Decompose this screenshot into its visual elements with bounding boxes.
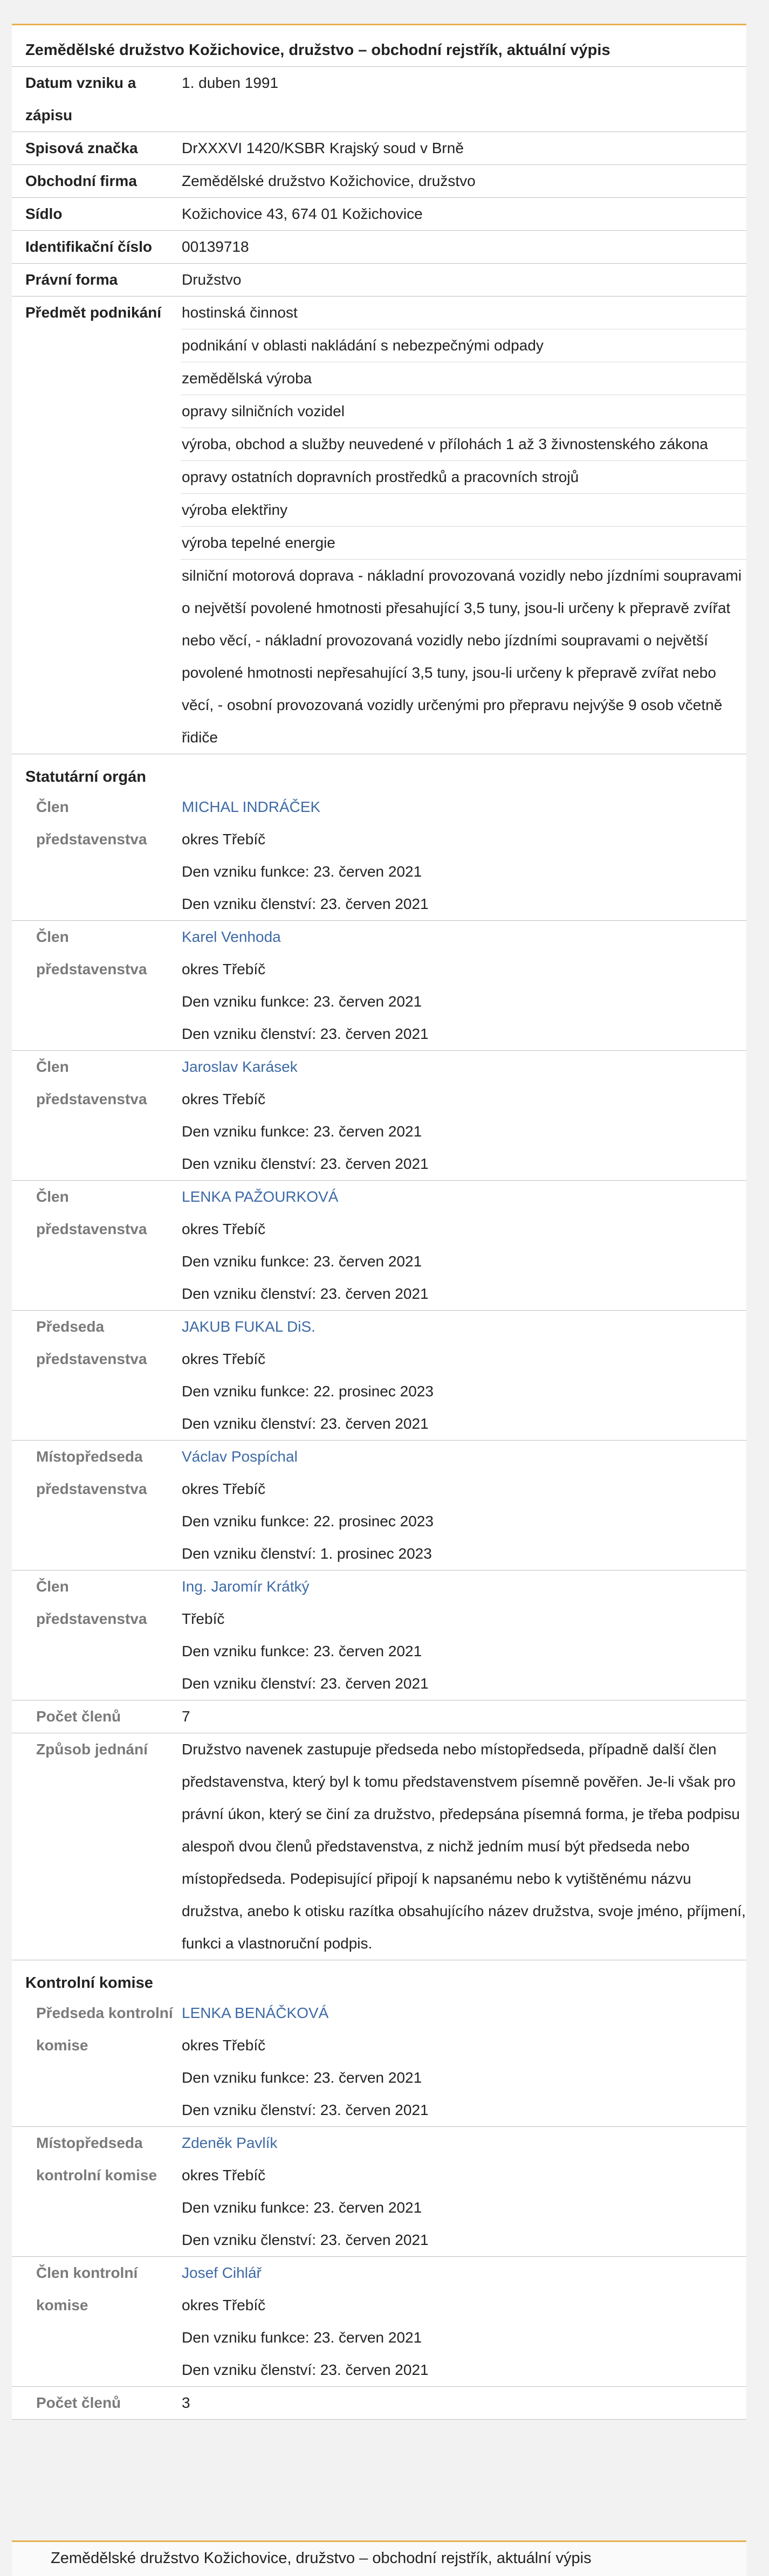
member-row [12, 921, 746, 1051]
section-heading-kontrolni: Kontrolní komise [25, 1974, 153, 1992]
activity-item: opravy silničních vozidel [181, 395, 746, 428]
row-ico [12, 231, 746, 264]
register-extract [12, 24, 746, 2420]
row-sidlo [12, 198, 746, 231]
member-detail: Den vzniku funkce: 23. červen 2021 [182, 1123, 422, 1140]
member-detail: okres Třebíč [182, 961, 266, 977]
member-name-link[interactable]: MICHAL INDRÁČEK [182, 798, 321, 815]
member-detail: Den vzniku členství: 23. červen 2021 [182, 2361, 429, 2378]
activity-item: podnikání v oblasti nakládání s nebezpečnými odpady [181, 329, 746, 362]
member-detail: Den vzniku členství: 23. červen 2021 [182, 2102, 429, 2118]
row-pocet-clenu [12, 1700, 746, 1733]
member-detail: Den vzniku členství: 23. červen 2021 [182, 1155, 429, 1172]
member-detail: Den vzniku členství: 23. červen 2021 [182, 1285, 429, 1302]
member-row [12, 1051, 746, 1181]
member-role: Člen představenstva [36, 1578, 147, 1627]
member-name-link[interactable]: Karel Venhoda [182, 928, 281, 945]
member-detail: Den vzniku členství: 23. červen 2021 [182, 1675, 429, 1692]
member-detail: Den vzniku funkce: 22. prosinec 2023 [182, 1513, 434, 1530]
statutarni-members [12, 791, 746, 1700]
activity-item: výroba, obchod a služby neuvedené v přílohách 1 až 3 živnostenského zákona [181, 428, 746, 461]
member-detail: okres Třebíč [182, 1480, 266, 1497]
member-role: Člen kontrolní komise [36, 2264, 138, 2313]
activity-item: silniční motorová doprava - nákladní provozovaná vozidly nebo jízdními soupravami o největší povolené hmotnosti přesahující 3,5 tuny, jsou-li určeny k přepravě zvířat nebo věcí, - nákladní provozovaná vozidly nebo jízdními soupravami o největší povolené hmotnosti nepřesahující 3,5 tuny, jsou-li určeny k přepravě zvířat nebo věcí, - osobní provozovaná vozidly určenými pro přepravu nejvýše 9 osob včetně řidiče [182, 567, 742, 746]
member-name-link[interactable]: LENKA PAŽOURKOVÁ [182, 1188, 339, 1205]
member-detail: Den vzniku funkce: 23. červen 2021 [182, 1253, 422, 1270]
member-row [12, 1441, 746, 1571]
member-row [12, 791, 746, 921]
row-value: Družstvo navenek zastupuje předseda nebo místopředseda, případně další člen představenstva, který byl k tomu představenstvem písemně pověřen. Je-li však pro právní úkon, který se činí za družstvo, předepsána písemná forma, je třeba podpisu alespoň dvou členů představenstva, z nichž jedním musí být předseda nebo místopředseda. Podepisující připojí k napsanému nebo k vytištěnému názvu družstva, anebo k otisku razítka obsahujícího název družstva, svoje jméno, příjmení, funkci a vlastnoruční podpis. [182, 1741, 746, 1952]
member-detail: Den vzniku funkce: 23. červen 2021 [182, 863, 422, 880]
member-row [12, 2257, 746, 2387]
member-role: Člen představenstva [36, 1188, 147, 1237]
row-label: Způsob jednání [36, 1741, 148, 1758]
member-detail: Den vzniku členství: 23. červen 2021 [182, 2231, 429, 2248]
row-label: Počet členů [36, 2394, 121, 2411]
row-spisova-znacka [12, 132, 746, 165]
member-name-link[interactable]: Ing. Jaromír Krátký [182, 1578, 310, 1595]
row-value: 1. duben 1991 [182, 74, 279, 91]
activity-item: hostinská činnost [181, 297, 746, 329]
activity-list [181, 297, 746, 754]
member-role: Místopředseda kontrolní komise [36, 2134, 157, 2184]
row-value: Zemědělské družstvo Kožichovice, družstvo [182, 173, 476, 189]
member-role: Člen představenstva [36, 1058, 147, 1107]
row-label: Předmět podnikání [25, 304, 162, 321]
row-label: Datum vzniku a zápisu [25, 74, 136, 123]
member-name-link[interactable]: LENKA BENÁČKOVÁ [182, 2005, 329, 2021]
member-name-link[interactable]: Václav Pospíchal [182, 1448, 298, 1465]
member-detail: Den vzniku členství: 1. prosinec 2023 [182, 1545, 432, 1562]
row-zpusob-jednani [12, 1733, 746, 1960]
row-datum-vzniku [12, 67, 746, 132]
activity-item: výroba elektřiny [181, 494, 746, 527]
member-row [12, 2127, 746, 2257]
activity-item: opravy ostatních dopravních prostředků a pracovních strojů [181, 461, 746, 494]
row-obchodni-firma [12, 165, 746, 198]
member-role: Předseda představenstva [36, 1318, 147, 1367]
member-detail: Den vzniku členství: 23. červen 2021 [182, 896, 429, 912]
row-label: Spisová značka [25, 140, 138, 156]
row-value: 7 [182, 1708, 190, 1725]
member-detail: okres Třebíč [182, 1221, 266, 1237]
row-label: Počet členů [36, 1708, 121, 1725]
member-role: Člen představenstva [36, 928, 147, 977]
member-detail: Den vzniku funkce: 23. červen 2021 [182, 2199, 422, 2216]
member-detail: Den vzniku funkce: 23. červen 2021 [182, 2069, 422, 2086]
member-detail: Den vzniku členství: 23. červen 2021 [182, 1025, 429, 1042]
member-detail: okres Třebíč [182, 2167, 266, 2184]
member-detail: okres Třebíč [182, 1091, 266, 1107]
row-pocet-clenu-kk [12, 2387, 746, 2420]
member-name-link[interactable]: Jaroslav Karásek [182, 1058, 298, 1075]
member-name-link[interactable]: JAKUB FUKAL DiS. [182, 1318, 315, 1335]
page-title: Zemědělské družstvo Kožichovice, družstvo – obchodní rejstřík, aktuální výpis [12, 25, 746, 67]
member-detail: Třebíč [182, 1610, 225, 1627]
member-row [12, 1997, 746, 2127]
footer-title: Zemědělské družstvo Kožichovice, družstvo – obchodní rejstřík, aktuální výpis [12, 2540, 746, 2576]
row-value: Družstvo [182, 271, 242, 288]
row-predmet-podnikani [12, 297, 746, 754]
member-role: Člen představenstva [36, 798, 147, 848]
member-detail: Den vzniku funkce: 23. červen 2021 [182, 1643, 422, 1659]
member-detail: Den vzniku funkce: 22. prosinec 2023 [182, 1383, 434, 1400]
member-role: Místopředseda představenstva [36, 1448, 147, 1497]
member-name-link[interactable]: Zdeněk Pavlík [182, 2134, 278, 2151]
row-label: Sídlo [25, 205, 63, 222]
member-row [12, 1181, 746, 1311]
member-detail: okres Třebíč [182, 831, 266, 848]
member-name-link[interactable]: Josef Cihlář [182, 2264, 262, 2281]
row-value: 3 [182, 2394, 190, 2411]
member-detail: okres Třebíč [182, 2037, 266, 2054]
member-detail: okres Třebíč [182, 2297, 266, 2313]
member-detail: Den vzniku členství: 23. červen 2021 [182, 1415, 429, 1432]
row-pravni-forma [12, 264, 746, 297]
member-detail: Den vzniku funkce: 23. červen 2021 [182, 993, 422, 1010]
row-label: Obchodní firma [25, 173, 137, 189]
row-label: Právní forma [25, 271, 118, 288]
row-value: DrXXXVI 1420/KSBR Krajský soud v Brně [182, 140, 464, 156]
member-detail: Den vzniku funkce: 23. červen 2021 [182, 2329, 422, 2346]
row-value: Kožichovice 43, 674 01 Kožichovice [182, 205, 423, 222]
activity-item: výroba tepelné energie [181, 527, 746, 560]
member-detail: okres Třebíč [182, 1351, 266, 1367]
row-label: Identifikační číslo [25, 238, 152, 255]
activity-item: zemědělská výroba [181, 362, 746, 395]
member-role: Předseda kontrolní komise [36, 2005, 173, 2054]
member-row [12, 1571, 746, 1700]
member-row [12, 1311, 746, 1441]
kontrolni-members [12, 1997, 746, 2387]
row-value: 00139718 [182, 238, 249, 255]
section-heading-statutarni: Statutární orgán [25, 768, 146, 786]
